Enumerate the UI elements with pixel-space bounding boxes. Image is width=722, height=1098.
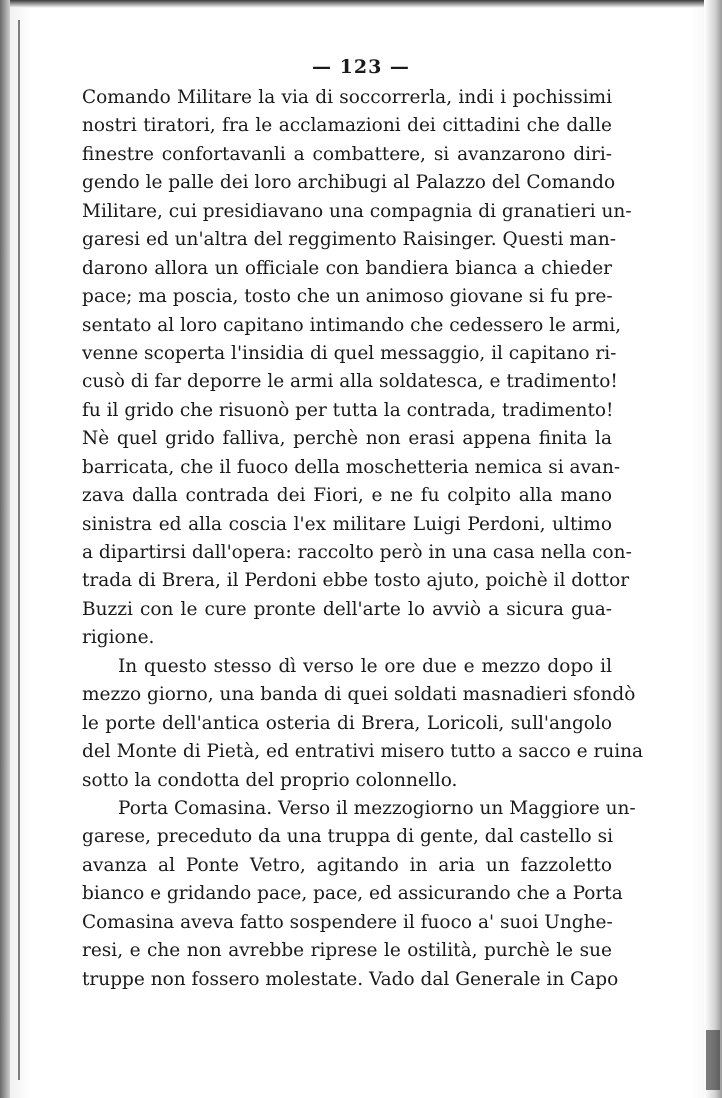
text-line: gendo le palle dei loro archibugi al Palazzo del Comando <box>82 172 616 194</box>
text-line: fu il grido che risuonò per tutta la contrada, tradimento! <box>82 399 614 421</box>
text-line: Porta Comasina. Verso il mezzogiorno un Maggiore un- <box>118 797 636 819</box>
text-line: a dipartirsi dall'opera: raccolto però in una casa nella con- <box>82 542 632 563</box>
page-number: — 123 — <box>312 56 410 78</box>
text-line: cusò di far deporre le armi alla soldatesca, e tradimento! <box>82 371 618 393</box>
text-line: rigione. <box>82 627 155 649</box>
text-line: darono allora un officiale con bandiera bianca a chieder <box>82 257 612 279</box>
text-line: le porte dell'antica osteria di Brera, Loricoli, sull'angolo <box>82 712 612 734</box>
text-line: avanza al Ponte Vetro, agitando in aria un fazzoletto <box>82 854 612 876</box>
text-line: garese, preceduto da una truppa di gente, dal castello si <box>82 826 613 848</box>
text-line: Buzzi con le cure pronte dell'arte lo avviò a sicura gua- <box>82 598 612 620</box>
binding-spine-shadow <box>0 0 10 1098</box>
text-line: pace; ma poscia, tosto che un animoso giovane si fu pre- <box>82 286 613 308</box>
binding-crease <box>18 20 20 1080</box>
body-text <box>82 84 644 994</box>
page-edge-mark <box>706 1030 720 1090</box>
text-line: truppe non fossero molestate. Vado dal Generale in Capo <box>82 968 619 990</box>
text-line: mezzo giorno, una banda di quei soldati masnadieri sfondò <box>82 684 636 706</box>
text-line: finestre confortavanli a combattere, si avanzarono diri- <box>82 143 612 165</box>
text-line: sentato al loro capitano intimando che cedessero le armi, <box>82 314 622 336</box>
page-right-edge <box>704 0 722 1098</box>
text-line: garesi ed un'altra del reggimento Raisinger. Questi man- <box>82 229 616 251</box>
text-line: zava dalla contrada dei Fiori, e ne fu colpito alla mano <box>82 485 612 507</box>
text-line: bianco e gridando pace, pace, ed assicurando che a Porta <box>82 883 623 905</box>
text-line: resi, e che non avrebbe riprese le ostilità, purchè le sue <box>82 940 612 962</box>
text-line: barricata, che il fuoco della moschetteria nemica si avan- <box>82 456 621 478</box>
text-line: nostri tiratori, fra le acclamazioni dei cittadini che dalle <box>82 115 612 137</box>
text-line: Comando Militare la via di soccorrerla, indi i pochissimi <box>82 87 612 108</box>
page-top-shadow <box>0 0 722 8</box>
text-line: Nè quel grido falliva, perchè non erasi appena finita la <box>82 428 612 450</box>
text-line: In questo stesso dì verso le ore due e mezzo dopo il <box>118 655 612 677</box>
text-line: Comasina aveva fatto sospendere il fuoco a' suoi Unghe- <box>82 911 613 933</box>
text-line: trada di Brera, il Perdoni ebbe tosto ajuto, poichè il dottor <box>82 570 630 592</box>
text-line: sinistra ed alla coscia l'ex militare Luigi Perdoni, ultimo <box>82 513 612 535</box>
text-line: del Monte di Pietà, ed entrativi misero tutto a sacco e ruina <box>82 741 644 763</box>
text-line: Militare, cui presidiavano una compagnia di granatieri un- <box>82 200 632 222</box>
text-line: sotto la condotta del proprio colonnello. <box>82 769 458 791</box>
text-line: venne scoperta l'insidia di quel messaggio, il capitano ri- <box>82 342 617 364</box>
